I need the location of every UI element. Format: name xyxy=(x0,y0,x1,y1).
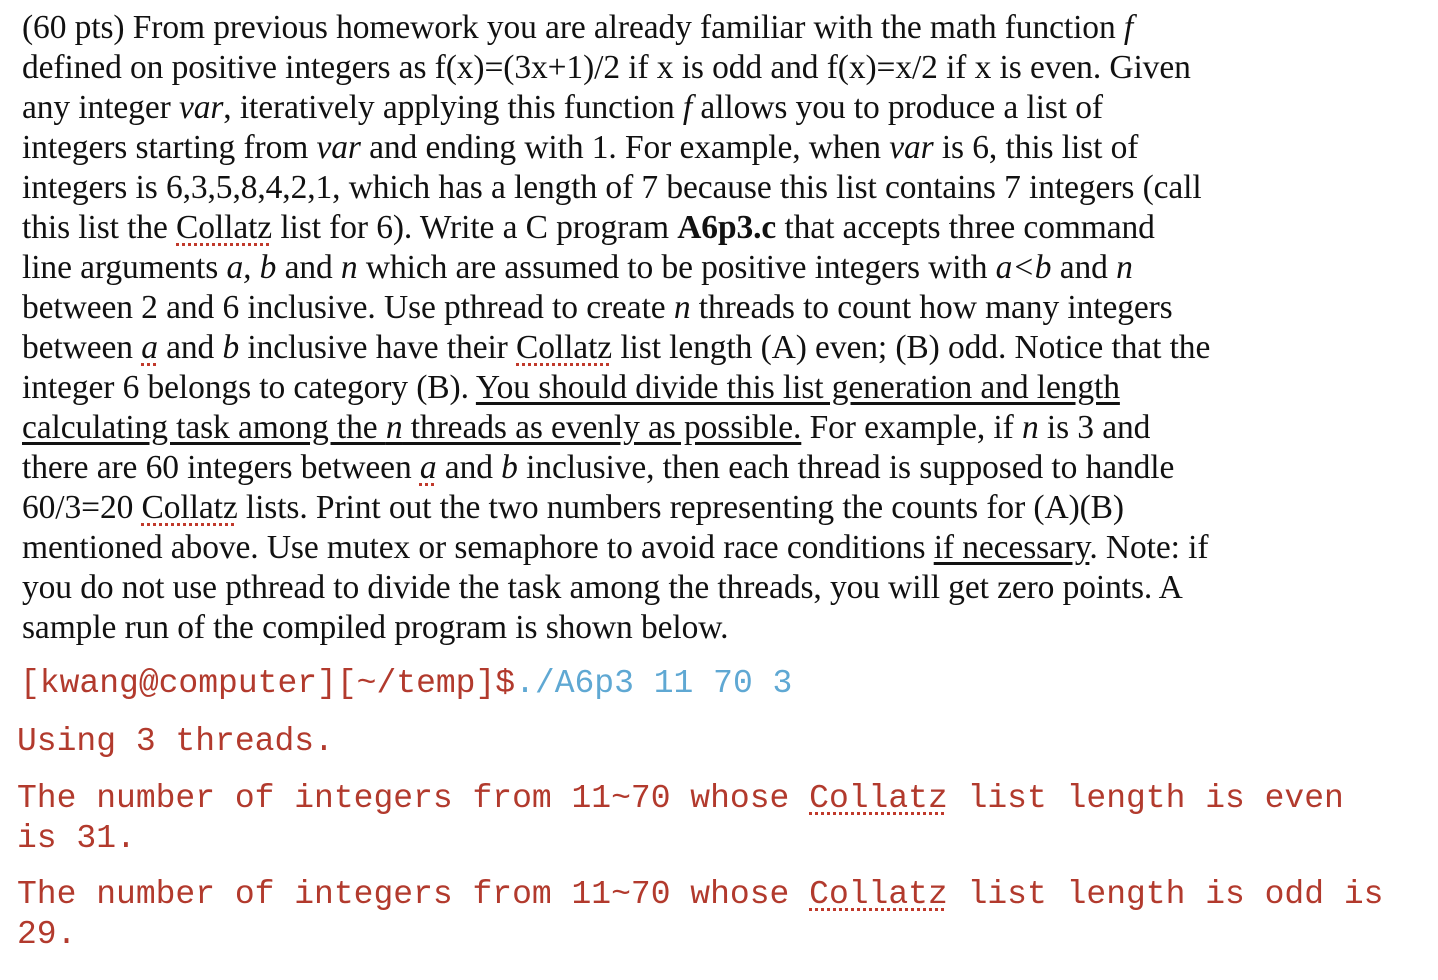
text-line: between 2 and 6 inclusive. Use pthread to create n threads to count how many integers xyxy=(22,289,1173,326)
text-line: between a and b inclusive have their Collatz list length (A) even; (B) odd. Notice that the xyxy=(22,329,1211,366)
text-line: integers starting from var and ending with 1. For example, when var is 6, this list of xyxy=(22,129,1139,166)
spellcheck-word: Collatz xyxy=(809,876,948,913)
output-even-count: The number of integers from 11~70 whose Collatz list length is even is 31. xyxy=(17,780,1364,857)
terminal-sample-run xyxy=(17,662,1417,955)
text-line: this list the Collatz list for 6). Write a C program A6p3.c that accepts three command xyxy=(22,209,1155,246)
shell-prompt: [kwang@computer][~/temp]$ xyxy=(20,665,516,702)
underlined-text: if necessary xyxy=(933,529,1090,566)
spellcheck-word: Collatz xyxy=(809,780,948,817)
filename: A6p3.c xyxy=(677,209,777,246)
text-line: any integer var, iteratively applying this function f allows you to produce a list of xyxy=(22,89,1103,126)
text-line: integers is 6,3,5,8,4,2,1, which has a length of 7 because this list contains 7 integers (call xyxy=(22,169,1202,206)
text-line: 60/3=20 Collatz lists. Print out the two numbers representing the counts for (A)(B) xyxy=(22,489,1124,526)
spellcheck-word: Collatz xyxy=(516,329,613,366)
output-threads: Using 3 threads. xyxy=(17,723,334,760)
underlined-text: You should divide this list generation and length xyxy=(475,369,1120,406)
underlined-text: calculating task among the xyxy=(22,409,386,446)
text-line: calculating task among the n threads as evenly as possible. For example, if n is 3 and xyxy=(22,409,1151,446)
command-args: 11 70 3 xyxy=(633,665,793,702)
command: ./A6p3 xyxy=(515,665,634,702)
spellcheck-word: Collatz xyxy=(176,209,273,246)
text-line: mentioned above. Use mutex or semaphore to avoid race conditions if necessary. Note: if xyxy=(22,529,1209,566)
spellcheck-word: Collatz xyxy=(141,489,238,526)
text-line: you do not use pthread to divide the task among the threads, you will get zero points. A xyxy=(22,569,1183,606)
output-odd-count: The number of integers from 11~70 whose Collatz list length is odd is 29. xyxy=(17,876,1404,953)
problem-statement xyxy=(22,8,1417,648)
text-line: there are 60 integers between a and b inclusive, then each thread is supposed to handle xyxy=(22,449,1175,486)
command-line xyxy=(17,662,1417,706)
text-line: (60 pts) From previous homework you are already familiar with the math function f xyxy=(22,9,1134,46)
text-line: line arguments a, b and n which are assumed to be positive integers with a<b and n xyxy=(22,249,1133,286)
text-line: integer 6 belongs to category (B). You should divide this list generation and length xyxy=(22,369,1120,406)
text-line: sample run of the compiled program is shown below. xyxy=(22,609,729,646)
underlined-text: threads as evenly as possible. xyxy=(402,409,802,446)
text-line: defined on positive integers as f(x)=(3x+1)/2 if x is odd and f(x)=x/2 if x is even. Given xyxy=(22,49,1191,86)
